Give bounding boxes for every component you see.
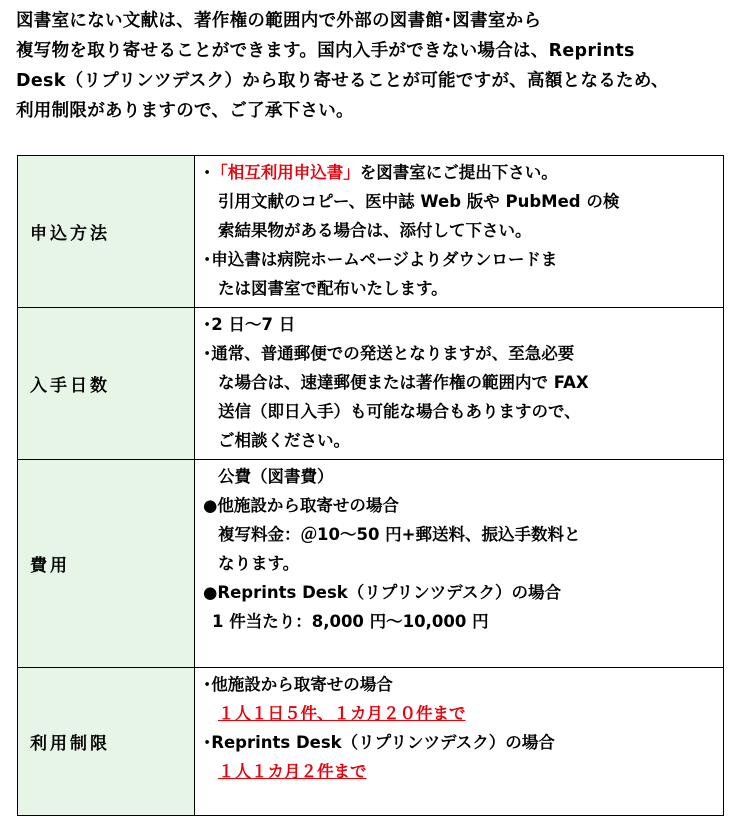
- intro-line: Desk（リプリンツデスク）から取り寄せることが可能ですが、高額となるため、: [16, 71, 669, 91]
- intro-line: 利用制限がありますので、ご了承下さい。: [16, 101, 354, 121]
- content-line: 送信（即日入手）も可能な場合もありますので、: [218, 402, 581, 421]
- row-label-cost: 費用: [18, 460, 195, 668]
- application-form-name: 「相互利用申込書」: [211, 163, 360, 182]
- content-text: を図書室にご提出下さい。: [359, 163, 558, 182]
- content-line: ●Reprints Desk（リプリンツデスク）の場合: [203, 583, 561, 602]
- row-label-limit: 利用制限: [18, 668, 195, 816]
- content-line: ●他施設から取寄せの場合: [203, 496, 399, 515]
- content-line: なります。: [218, 554, 300, 573]
- content-line: ･Reprints Desk（リプリンツデスク）の場合: [203, 733, 555, 752]
- table-row-days: [18, 308, 724, 460]
- row-content-cost: [195, 460, 724, 668]
- content-line: ･2 日～7 日: [203, 315, 296, 334]
- row-label-apply: 申込方法: [18, 156, 195, 308]
- row-content-limit: [195, 668, 724, 816]
- row-content-days: [195, 308, 724, 460]
- limit-other-facility: １人１日５件、１カ月２０件まで: [218, 704, 466, 723]
- row-content-apply: [195, 156, 724, 308]
- content-line: [203, 158, 717, 187]
- content-line: 公費（図書費）: [218, 467, 334, 486]
- table-row-limit: [18, 668, 724, 816]
- limit-reprints-desk: １人１カ月２件まで: [218, 762, 367, 781]
- content-line: 索結果物がある場合は、添付して下さい。: [218, 221, 532, 240]
- row-label-days: 入手日数: [18, 308, 195, 460]
- content-line: ･申込書は病院ホームページよりダウンロードま: [203, 250, 558, 269]
- content-line: 複写料金：＠10～50 円+郵送料、振込手数料と: [218, 525, 581, 544]
- content-line: な場合は、速達郵便または著作権の範囲内で FAX: [218, 373, 589, 392]
- intro-line: 複写物を取り寄せることができます。国内入手ができない場合は、Reprints: [16, 41, 635, 61]
- intro-line: 図書室にない文献は、著作権の範囲内で外部の図書館･図書室から: [16, 11, 542, 31]
- bullet: ･: [203, 163, 212, 182]
- service-info-table: [17, 155, 724, 816]
- intro-paragraph: [16, 6, 728, 126]
- content-line: 引用文献のコピー、医中誌 Web 版や PubMed の検: [218, 192, 620, 211]
- content-line: たは図書室で配布いたします。: [218, 279, 448, 298]
- content-line: ･他施設から取寄せの場合: [203, 675, 393, 694]
- content-line: 1 件当たり：8,000 円～10,000 円: [212, 612, 489, 631]
- table-row-cost: [18, 460, 724, 668]
- content-line: ご相談ください。: [218, 431, 350, 450]
- content-line: ･通常、普通郵便での発送となりますが、至急必要: [203, 344, 575, 363]
- table-row-apply: [18, 156, 724, 308]
